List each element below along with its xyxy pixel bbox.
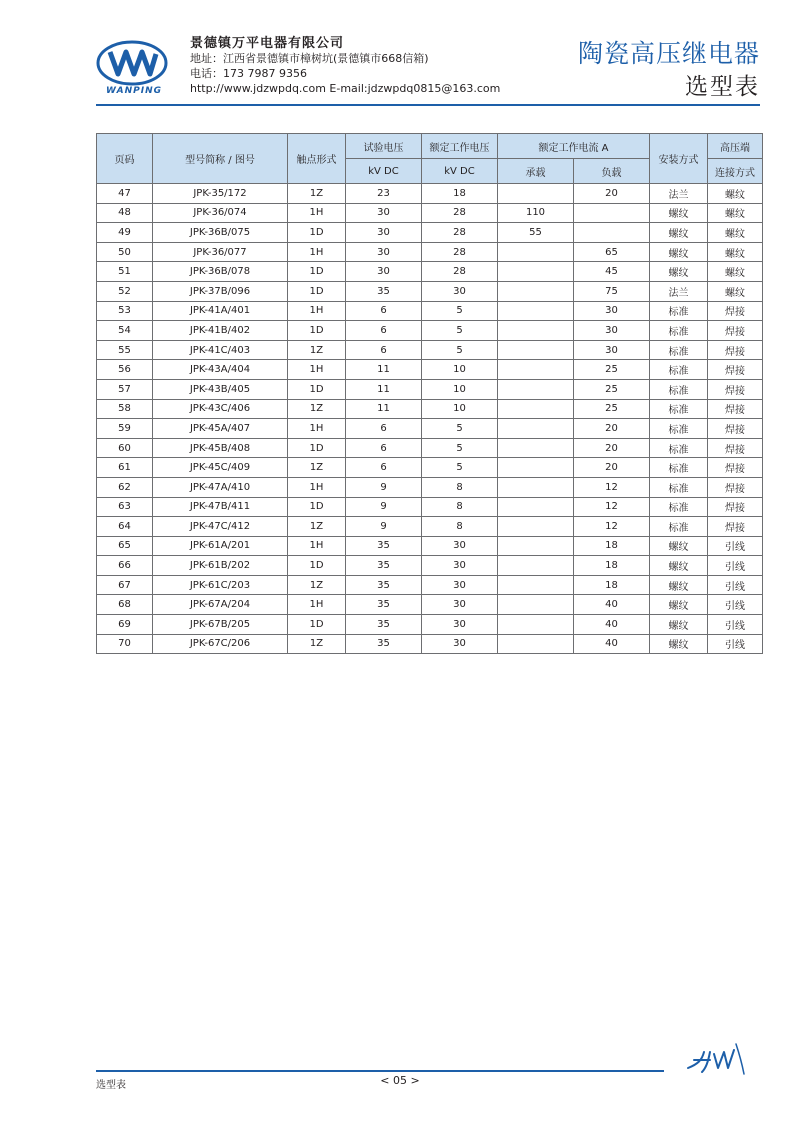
- document-subtitle: 选型表: [685, 74, 760, 100]
- cell-page: 67: [97, 575, 153, 595]
- cell-model: JPK-61B/202: [153, 556, 288, 576]
- cell-model: JPK-45B/408: [153, 438, 288, 458]
- cell-contact-form: 1D: [288, 223, 346, 243]
- footer-label: 选型表: [96, 1080, 126, 1091]
- cell-mounting: 标准: [650, 477, 708, 497]
- cell-mounting: 螺纹: [650, 536, 708, 556]
- cell-current-carry: [498, 360, 574, 380]
- table-row: [97, 556, 763, 576]
- table-row: [97, 458, 763, 478]
- header-current-carry: 承载: [498, 159, 574, 184]
- cell-mounting: 螺纹: [650, 634, 708, 654]
- cell-current-load: 20: [574, 458, 650, 478]
- cell-hv-connection: 螺纹: [708, 242, 763, 262]
- document-title: 陶瓷高压继电器: [577, 39, 760, 68]
- cell-current-load: 40: [574, 595, 650, 615]
- cell-mounting: 标准: [650, 517, 708, 537]
- cell-current-carry: [498, 340, 574, 360]
- cell-current-carry: 55: [498, 223, 574, 243]
- cell-current-carry: [498, 262, 574, 282]
- cell-page: 52: [97, 281, 153, 301]
- logo-wordmark: WANPING: [106, 86, 162, 96]
- cell-contact-form: 1D: [288, 497, 346, 517]
- cell-model: JPK-36B/078: [153, 262, 288, 282]
- cell-current-carry: [498, 634, 574, 654]
- cell-test-voltage: 9: [346, 497, 422, 517]
- cell-contact-form: 1H: [288, 242, 346, 262]
- cell-contact-form: 1H: [288, 301, 346, 321]
- cell-mounting: 标准: [650, 399, 708, 419]
- cell-hv-connection: 焊接: [708, 438, 763, 458]
- cell-test-voltage: 6: [346, 419, 422, 439]
- cell-hv-connection: 引线: [708, 615, 763, 635]
- cell-current-load: 40: [574, 634, 650, 654]
- table-row: [97, 360, 763, 380]
- cell-rated-voltage: 28: [422, 203, 498, 223]
- cell-model: JPK-67A/204: [153, 595, 288, 615]
- cell-model: JPK-47A/410: [153, 477, 288, 497]
- table-row: [97, 262, 763, 282]
- cell-model: JPK-41C/403: [153, 340, 288, 360]
- cell-hv-connection: 螺纹: [708, 281, 763, 301]
- cell-current-load: 40: [574, 615, 650, 635]
- cell-rated-voltage: 5: [422, 321, 498, 341]
- cell-hv-connection: 焊接: [708, 360, 763, 380]
- cell-mounting: 螺纹: [650, 262, 708, 282]
- cell-rated-voltage: 28: [422, 223, 498, 243]
- cell-model: JPK-41B/402: [153, 321, 288, 341]
- cell-hv-connection: 焊接: [708, 321, 763, 341]
- table-row: [97, 223, 763, 243]
- cell-page: 49: [97, 223, 153, 243]
- header-test-voltage-unit: kV DC: [346, 159, 422, 184]
- cell-rated-voltage: 18: [422, 184, 498, 204]
- cell-mounting: 法兰: [650, 184, 708, 204]
- cell-mounting: 螺纹: [650, 223, 708, 243]
- cell-page: 65: [97, 536, 153, 556]
- cell-hv-connection: 焊接: [708, 477, 763, 497]
- cell-contact-form: 1D: [288, 556, 346, 576]
- company-name: 景德镇万平电器有限公司: [190, 36, 345, 51]
- cell-current-load: 12: [574, 517, 650, 537]
- cell-rated-voltage: 30: [422, 634, 498, 654]
- cell-test-voltage: 9: [346, 477, 422, 497]
- cell-current-load: 25: [574, 399, 650, 419]
- cell-current-carry: [498, 438, 574, 458]
- cell-test-voltage: 6: [346, 321, 422, 341]
- table-row: [97, 634, 763, 654]
- cell-page: 64: [97, 517, 153, 537]
- cell-hv-connection: 焊接: [708, 419, 763, 439]
- cell-test-voltage: 6: [346, 438, 422, 458]
- cell-model: JPK-61C/203: [153, 575, 288, 595]
- cell-hv-connection: 焊接: [708, 379, 763, 399]
- cell-model: JPK-67C/206: [153, 634, 288, 654]
- table-row: [97, 536, 763, 556]
- cell-current-load: 25: [574, 360, 650, 380]
- cell-hv-connection: 引线: [708, 575, 763, 595]
- cell-rated-voltage: 10: [422, 360, 498, 380]
- cell-test-voltage: 30: [346, 203, 422, 223]
- cell-contact-form: 1Z: [288, 184, 346, 204]
- header-page: 页码: [97, 134, 153, 184]
- cell-model: JPK-37B/096: [153, 281, 288, 301]
- cell-test-voltage: 35: [346, 595, 422, 615]
- table-row: [97, 477, 763, 497]
- cell-model: JPK-43C/406: [153, 399, 288, 419]
- cell-hv-connection: 焊接: [708, 399, 763, 419]
- cell-test-voltage: 35: [346, 281, 422, 301]
- cell-model: JPK-41A/401: [153, 301, 288, 321]
- cell-rated-voltage: 8: [422, 497, 498, 517]
- header-rated-current: 额定工作电流 A: [498, 134, 650, 159]
- header-divider: [96, 104, 760, 106]
- cell-page: 55: [97, 340, 153, 360]
- cell-mounting: 标准: [650, 419, 708, 439]
- header-model: 型号简称 / 图号: [153, 134, 288, 184]
- cell-contact-form: 1D: [288, 379, 346, 399]
- cell-model: JPK-45C/409: [153, 458, 288, 478]
- cell-mounting: 螺纹: [650, 556, 708, 576]
- cell-hv-connection: 引线: [708, 634, 763, 654]
- company-contact: http://www.jdzwpdq.com E-mail:jdzwpdq0815@163.com: [190, 82, 501, 95]
- cell-page: 63: [97, 497, 153, 517]
- cell-test-voltage: 11: [346, 379, 422, 399]
- cell-rated-voltage: 5: [422, 301, 498, 321]
- header-current-load: 负载: [574, 159, 650, 184]
- cell-mounting: 标准: [650, 321, 708, 341]
- cell-test-voltage: 35: [346, 556, 422, 576]
- footer-divider: [96, 1070, 664, 1072]
- table-row: [97, 242, 763, 262]
- header-rated-voltage-unit: kV DC: [422, 159, 498, 184]
- header-rated-voltage: 额定工作电压: [422, 134, 498, 159]
- cell-current-load: [574, 203, 650, 223]
- cell-model: JPK-36/074: [153, 203, 288, 223]
- header-contact-form: 触点形式: [288, 134, 346, 184]
- table-row: [97, 203, 763, 223]
- cell-current-load: 25: [574, 379, 650, 399]
- cell-mounting: 螺纹: [650, 203, 708, 223]
- cell-hv-connection: 焊接: [708, 340, 763, 360]
- table-row: [97, 595, 763, 615]
- cell-rated-voltage: 30: [422, 536, 498, 556]
- cell-current-carry: [498, 556, 574, 576]
- cell-test-voltage: 30: [346, 242, 422, 262]
- cell-page: 56: [97, 360, 153, 380]
- cell-current-load: 30: [574, 301, 650, 321]
- cell-test-voltage: 30: [346, 262, 422, 282]
- header-hv-end: 高压端: [708, 134, 763, 159]
- cell-current-carry: [498, 575, 574, 595]
- cell-test-voltage: 35: [346, 615, 422, 635]
- header-test-voltage: 试验电压: [346, 134, 422, 159]
- cell-model: JPK-47C/412: [153, 517, 288, 537]
- table-row: [97, 419, 763, 439]
- cell-current-carry: [498, 595, 574, 615]
- signature-mark-icon: [684, 1038, 754, 1078]
- cell-contact-form: 1Z: [288, 340, 346, 360]
- cell-current-carry: [498, 379, 574, 399]
- cell-current-load: 75: [574, 281, 650, 301]
- cell-test-voltage: 11: [346, 360, 422, 380]
- cell-rated-voltage: 30: [422, 595, 498, 615]
- cell-contact-form: 1D: [288, 615, 346, 635]
- cell-hv-connection: 焊接: [708, 301, 763, 321]
- cell-current-carry: [498, 536, 574, 556]
- cell-test-voltage: 30: [346, 223, 422, 243]
- cell-contact-form: 1D: [288, 438, 346, 458]
- cell-contact-form: 1D: [288, 281, 346, 301]
- cell-mounting: 标准: [650, 458, 708, 478]
- cell-rated-voltage: 5: [422, 458, 498, 478]
- table-row: [97, 615, 763, 635]
- cell-contact-form: 1H: [288, 595, 346, 615]
- cell-mounting: 标准: [650, 379, 708, 399]
- cell-hv-connection: 焊接: [708, 517, 763, 537]
- cell-hv-connection: 焊接: [708, 458, 763, 478]
- cell-current-carry: [498, 477, 574, 497]
- header-mounting: 安装方式: [650, 134, 708, 184]
- cell-contact-form: 1H: [288, 419, 346, 439]
- cell-page: 66: [97, 556, 153, 576]
- cell-rated-voltage: 10: [422, 379, 498, 399]
- cell-test-voltage: 35: [346, 536, 422, 556]
- cell-current-load: 45: [574, 262, 650, 282]
- table-row: [97, 321, 763, 341]
- cell-rated-voltage: 5: [422, 340, 498, 360]
- cell-rated-voltage: 8: [422, 477, 498, 497]
- cell-current-carry: [498, 281, 574, 301]
- cell-model: JPK-36B/075: [153, 223, 288, 243]
- cell-page: 57: [97, 379, 153, 399]
- table-body: [97, 184, 763, 654]
- cell-current-carry: [498, 517, 574, 537]
- cell-model: JPK-67B/205: [153, 615, 288, 635]
- cell-current-carry: 110: [498, 203, 574, 223]
- cell-test-voltage: 23: [346, 184, 422, 204]
- cell-test-voltage: 11: [346, 399, 422, 419]
- cell-model: JPK-61A/201: [153, 536, 288, 556]
- cell-rated-voltage: 30: [422, 615, 498, 635]
- cell-model: JPK-43B/405: [153, 379, 288, 399]
- table-row: [97, 281, 763, 301]
- cell-contact-form: 1D: [288, 262, 346, 282]
- cell-rated-voltage: 28: [422, 262, 498, 282]
- table-row: [97, 399, 763, 419]
- cell-current-load: 12: [574, 497, 650, 517]
- cell-page: 70: [97, 634, 153, 654]
- table-row: [97, 497, 763, 517]
- cell-rated-voltage: 8: [422, 517, 498, 537]
- header-hv-connection: 连接方式: [708, 159, 763, 184]
- cell-test-voltage: 9: [346, 517, 422, 537]
- cell-rated-voltage: 5: [422, 438, 498, 458]
- cell-rated-voltage: 28: [422, 242, 498, 262]
- cell-contact-form: 1H: [288, 360, 346, 380]
- cell-test-voltage: 35: [346, 634, 422, 654]
- cell-current-load: 30: [574, 321, 650, 341]
- table-row: [97, 379, 763, 399]
- selection-table: [96, 133, 763, 654]
- cell-current-load: 18: [574, 556, 650, 576]
- cell-model: JPK-43A/404: [153, 360, 288, 380]
- cell-current-carry: [498, 419, 574, 439]
- cell-hv-connection: 焊接: [708, 497, 763, 517]
- cell-page: 59: [97, 419, 153, 439]
- cell-hv-connection: 螺纹: [708, 203, 763, 223]
- cell-contact-form: 1Z: [288, 399, 346, 419]
- cell-mounting: 螺纹: [650, 595, 708, 615]
- cell-page: 62: [97, 477, 153, 497]
- cell-rated-voltage: 5: [422, 419, 498, 439]
- cell-rated-voltage: 30: [422, 556, 498, 576]
- cell-hv-connection: 引线: [708, 556, 763, 576]
- cell-mounting: 标准: [650, 301, 708, 321]
- cell-hv-connection: 螺纹: [708, 262, 763, 282]
- cell-contact-form: 1Z: [288, 575, 346, 595]
- company-info: [190, 36, 500, 96]
- cell-test-voltage: 6: [346, 301, 422, 321]
- cell-page: 68: [97, 595, 153, 615]
- cell-page: 60: [97, 438, 153, 458]
- cell-hv-connection: 引线: [708, 595, 763, 615]
- cell-current-load: 18: [574, 536, 650, 556]
- table-row: [97, 517, 763, 537]
- cell-page: 48: [97, 203, 153, 223]
- table-row: [97, 184, 763, 204]
- cell-test-voltage: 6: [346, 458, 422, 478]
- cell-mounting: 螺纹: [650, 615, 708, 635]
- cell-contact-form: 1H: [288, 203, 346, 223]
- cell-model: JPK-45A/407: [153, 419, 288, 439]
- table-row: [97, 301, 763, 321]
- cell-mounting: 螺纹: [650, 242, 708, 262]
- cell-current-carry: [498, 184, 574, 204]
- cell-contact-form: 1Z: [288, 517, 346, 537]
- cell-rated-voltage: 30: [422, 281, 498, 301]
- cell-page: 47: [97, 184, 153, 204]
- cell-current-carry: [498, 615, 574, 635]
- cell-contact-form: 1Z: [288, 458, 346, 478]
- cell-page: 61: [97, 458, 153, 478]
- cell-mounting: 标准: [650, 497, 708, 517]
- cell-mounting: 标准: [650, 340, 708, 360]
- table-row: [97, 575, 763, 595]
- cell-current-carry: [498, 497, 574, 517]
- cell-mounting: 标准: [650, 360, 708, 380]
- cell-rated-voltage: 30: [422, 575, 498, 595]
- cell-page: 50: [97, 242, 153, 262]
- cell-contact-form: 1H: [288, 477, 346, 497]
- cell-current-load: 30: [574, 340, 650, 360]
- cell-test-voltage: 35: [346, 575, 422, 595]
- cell-mounting: 标准: [650, 438, 708, 458]
- cell-contact-form: 1D: [288, 321, 346, 341]
- cell-current-carry: [498, 301, 574, 321]
- cell-current-carry: [498, 321, 574, 341]
- cell-current-load: 65: [574, 242, 650, 262]
- cell-model: JPK-36/077: [153, 242, 288, 262]
- cell-test-voltage: 6: [346, 340, 422, 360]
- cell-page: 53: [97, 301, 153, 321]
- cell-mounting: 法兰: [650, 281, 708, 301]
- cell-current-load: 20: [574, 438, 650, 458]
- cell-model: JPK-47B/411: [153, 497, 288, 517]
- cell-current-load: 18: [574, 575, 650, 595]
- cell-current-load: [574, 223, 650, 243]
- cell-current-carry: [498, 242, 574, 262]
- cell-contact-form: 1Z: [288, 634, 346, 654]
- table-row: [97, 438, 763, 458]
- cell-contact-form: 1H: [288, 536, 346, 556]
- cell-current-load: 12: [574, 477, 650, 497]
- cell-current-load: 20: [574, 419, 650, 439]
- cell-page: 69: [97, 615, 153, 635]
- cell-hv-connection: 螺纹: [708, 223, 763, 243]
- cell-current-carry: [498, 458, 574, 478]
- company-phone: 电话：173 7987 9356: [190, 67, 307, 80]
- cell-rated-voltage: 10: [422, 399, 498, 419]
- table-row: [97, 340, 763, 360]
- cell-hv-connection: 螺纹: [708, 184, 763, 204]
- cell-page: 51: [97, 262, 153, 282]
- cell-page: 54: [97, 321, 153, 341]
- cell-model: JPK-35/172: [153, 184, 288, 204]
- cell-current-carry: [498, 399, 574, 419]
- cell-hv-connection: 引线: [708, 536, 763, 556]
- page-number: < 05 >: [380, 1074, 420, 1087]
- cell-current-load: 20: [574, 184, 650, 204]
- company-address: 地址：江西省景德镇市樟树坑(景德镇市668信箱): [190, 52, 429, 65]
- cell-page: 58: [97, 399, 153, 419]
- cell-mounting: 螺纹: [650, 575, 708, 595]
